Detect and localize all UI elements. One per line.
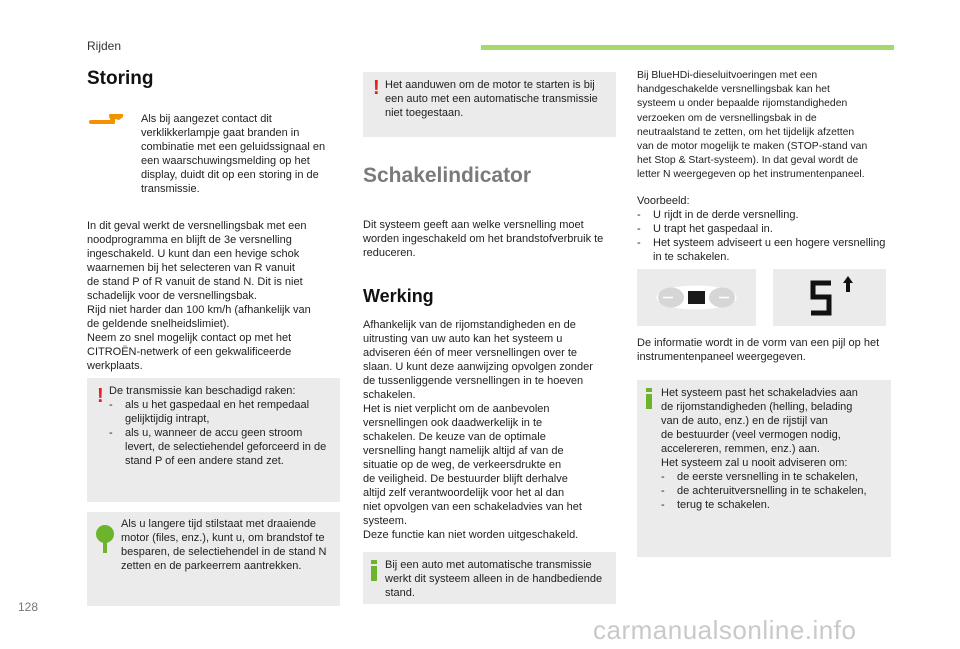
werking-line: niet opvolgen van een schakeladvies van het xyxy=(363,501,582,513)
werking-line: situatie op de weg, de verkeersdrukte en xyxy=(363,459,562,471)
list-item: - als u het gaspedaal en het rempedaal gelijktijdig intrapt, xyxy=(109,399,310,425)
list-item: - terug te schakelen. xyxy=(661,499,770,511)
werking-line: Afhankelijk van de rijomstandigheden en de xyxy=(363,319,576,331)
werking-line: slaan. U kunt deze aanwijzing opvolgen zonder xyxy=(363,361,593,373)
watermark: carmanualsonline.info xyxy=(593,615,857,645)
werking-line: uitrusting van uw auto kan het systeem u xyxy=(363,333,563,345)
exclamation-icon: ! xyxy=(97,385,104,407)
bluehdi-line: letter N weergegeven op het instrumentenpaneel. xyxy=(637,169,865,181)
eco-tip-text: Als u langere tijd stilstaat met draaiende motor (files, enz.), kunt u, om brandstof te besparen, de selectiehendel in de stand N zetten en de parkeerrem aantrekken. xyxy=(121,518,327,572)
werking-line: de tussenliggende versnellingen in te hoeven xyxy=(363,375,584,387)
warning-list xyxy=(109,398,335,468)
werking-line: systeem. xyxy=(363,515,408,527)
storing-line: In dit geval werkt de versnellingsbak met een xyxy=(87,220,307,232)
werking-line: adviseren één of meer versnellingen over te xyxy=(363,347,578,359)
voorbeeld-list xyxy=(637,208,892,264)
advice-line: Het systeem zal u nooit adviseren om: xyxy=(661,457,848,469)
werking-line: altijd zelf verantwoordelijk voor het al dan xyxy=(363,487,565,499)
gear-up-arrow-icon xyxy=(773,269,886,326)
wrench-icon xyxy=(89,114,125,130)
info-icon xyxy=(646,388,652,410)
bluehdi-line: systeem u onder bepaalde rijomstandigheden xyxy=(637,98,848,110)
bluehdi-line: het Stop & Start-systeem). In dat geval wordt de xyxy=(637,155,859,167)
storing-line: werkplaats. xyxy=(87,360,143,372)
storing-line: ingeschakeld. U kunt dan een hevige schok xyxy=(87,248,300,260)
warning-box-damage xyxy=(87,378,340,502)
section-title: Rijden xyxy=(87,39,122,53)
voorbeeld-title: Voorbeeld: xyxy=(637,195,690,207)
list-item: - U rijdt in de derde versnelling. xyxy=(637,209,799,221)
werking-line: schakelen. De keuze van de optimale xyxy=(363,431,546,443)
storing-intro: Als bij aangezet contact dit verklikkerlampje gaat branden in combinatie met een geluidssignaal en een waarschuwingsmelding op het display, duidt dit op een storing in de transmissie. xyxy=(141,113,326,195)
list-item: - de achteruitversnelling in te schakelen, xyxy=(661,485,867,497)
cluster-icon xyxy=(637,269,756,326)
advice-line: accelereren, remmen, enz.) aan. xyxy=(661,443,820,455)
werking-line: Het is niet verplicht om de aanbevolen xyxy=(363,403,550,415)
storing-line: noodprogramma en blijft de 3e versnelling xyxy=(87,234,292,246)
bluehdi-text xyxy=(637,69,895,183)
schakelindicator-intro: Dit systeem geeft aan welke versnelling moet worden ingeschakeld om het brandstofverbruik te reduceren. xyxy=(363,219,604,259)
gear-indicator-illustration xyxy=(773,269,886,326)
werking-text xyxy=(363,318,618,542)
storing-line: CITROËN-netwerk of een gekwalificeerde xyxy=(87,346,292,358)
push-start-warning-text: Het aanduwen om de motor te starten is bij een auto met een automatische transmissie niet toegestaan. xyxy=(385,79,598,119)
info-automatic-text: Bij een auto met automatische transmissie werkt dit systeem alleen in de handbediende stand. xyxy=(385,559,603,599)
werking-line: de veiligheid. De bestuurder blijft derhalve xyxy=(363,473,568,485)
advice-list xyxy=(661,470,887,512)
advice-line: van de auto, enz.) en de rijstijl van xyxy=(661,415,828,427)
page-number: 128 xyxy=(18,600,39,614)
storing-line: waarnemen bij het selecteren van R vanuit xyxy=(87,262,295,274)
info-box-advice xyxy=(637,380,891,557)
section-accent-bar xyxy=(481,45,894,50)
list-item: - de eerste versnelling in te schakelen, xyxy=(661,471,858,483)
storing-line: Rijd niet harder dan 100 km/h (afhankelijk van xyxy=(87,304,311,316)
bluehdi-line: neutraalstand te zetten, om het tijdelijk afzetten xyxy=(637,126,855,138)
storing-main-text xyxy=(87,219,327,373)
schakelindicator-heading: Schakelindicator xyxy=(363,164,532,187)
list-item: - U trapt het gaspedaal in. xyxy=(637,223,773,235)
storing-line: de geldende snelheidslimiet). xyxy=(87,318,230,330)
storing-line: Neem zo snel mogelijk contact op met het xyxy=(87,332,292,344)
werking-line: versnelling hangt namelijk altijd af van de xyxy=(363,445,564,457)
info-box-automatic xyxy=(363,552,616,604)
instrument-cluster-illustration xyxy=(637,269,756,326)
werking-line: Deze functie kan niet worden uitgeschakeld. xyxy=(363,529,579,541)
advice-line: de rijomstandigheden (helling, belading xyxy=(661,401,853,413)
display-info-text: De informatie wordt in de vorm van een pijl op het instrumentenpaneel weergegeven. xyxy=(637,337,880,363)
werking-line: versnellingen ook daadwerkelijk in te xyxy=(363,417,543,429)
bluehdi-line: van de motor mogelijk te maken (STOP-stand van xyxy=(637,141,868,153)
list-item: - als u, wanneer de accu geen stroom levert, de selectiehendel geforceerd in de stand P of een andere stand zet. xyxy=(109,427,327,467)
advice-line: de bestuurder (veel vermogen nodig, xyxy=(661,429,841,441)
warning-box-push-start xyxy=(363,72,616,137)
eco-tip-box xyxy=(87,512,340,606)
exclamation-icon: ! xyxy=(373,77,380,99)
warning-lead: De transmissie kan beschadigd raken: xyxy=(109,385,296,397)
werking-heading: Werking xyxy=(363,286,434,306)
storing-line: de stand P of R vanuit de stand N. Dit is niet xyxy=(87,276,303,288)
storing-heading: Storing xyxy=(87,68,154,89)
tree-icon xyxy=(95,524,115,554)
bluehdi-line: verzoeken om de versnellingsbak in de xyxy=(637,112,817,124)
bluehdi-line: Bij BlueHDi-dieseluitvoeringen met een xyxy=(637,70,818,81)
advice-line: Het systeem past het schakeladvies aan xyxy=(661,387,858,399)
werking-line: schakelen. xyxy=(363,389,416,401)
info-icon xyxy=(371,560,377,582)
list-item: - Het systeem adviseert u een hogere versnelling in te schakelen. xyxy=(637,237,886,263)
bluehdi-line: handgeschakelde versnellingsbak kan het xyxy=(637,84,830,96)
storing-line: schadelijk voor de versnellingsbak. xyxy=(87,290,257,302)
voorbeeld-block xyxy=(637,194,892,264)
